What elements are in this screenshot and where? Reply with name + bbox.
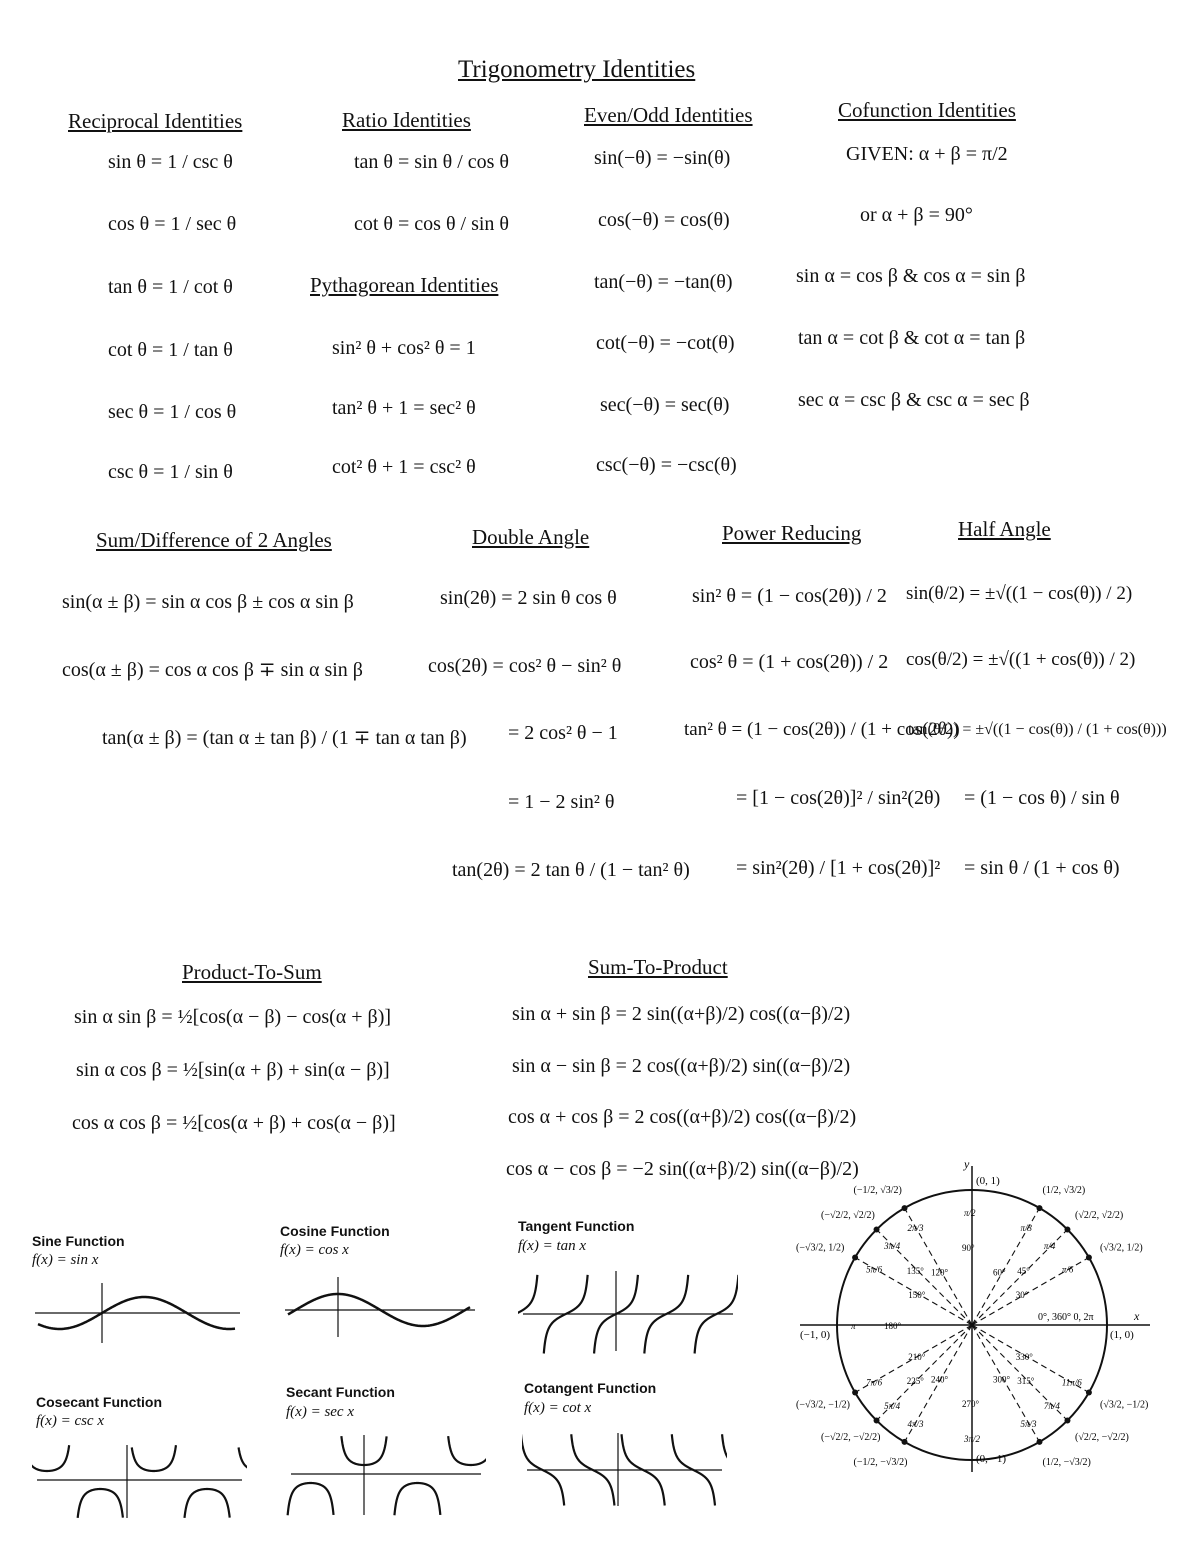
power-4: = [1 − cos(2θ)]² / sin²(2θ) — [736, 787, 941, 809]
graph-title-cosine: Cosine Function — [280, 1223, 390, 1239]
power-heading: Power Reducing — [722, 521, 862, 545]
ratio-2: cot θ = cos θ / sin θ — [354, 213, 510, 235]
uc-point — [1037, 1439, 1043, 1445]
uc-degree-label: 210° — [908, 1352, 926, 1362]
power-5: = sin²(2θ) / [1 + cos(2θ)]² — [736, 857, 941, 879]
power-1: sin² θ = (1 − cos(2θ)) / 2 — [692, 585, 887, 607]
sumprod-4: cos α − cos β = −2 sin((α+β)/2) sin((α−β)/2) — [506, 1158, 859, 1180]
reciprocal-5: sec θ = 1 / cos θ — [108, 401, 237, 423]
uc-radian-label: 3π/2 — [964, 1434, 981, 1444]
reciprocal-4: cot θ = 1 / tan θ — [108, 339, 233, 361]
cosecant-branch — [78, 1489, 123, 1518]
double-5: tan(2θ) = 2 tan θ / (1 − tan² θ) — [452, 859, 690, 881]
uc-point — [1037, 1205, 1043, 1211]
uc-degree-label: 30° — [1015, 1290, 1029, 1300]
graph-title-cotangent: Cotangent Function — [524, 1380, 657, 1396]
graph-title-tangent: Tangent Function — [518, 1218, 635, 1234]
unit-circle — [790, 1160, 1170, 1480]
cofunction-3: sec α = csc β & csc α = sec β — [798, 389, 1030, 411]
uc-degree-label: 240° — [931, 1374, 949, 1385]
uc-radian-label: 3π/4 — [884, 1241, 901, 1252]
pythagorean-2: tan² θ + 1 = sec² θ — [332, 397, 476, 419]
graph-title-sine: Sine Function — [32, 1233, 125, 1249]
double-2: cos(2θ) = cos² θ − sin² θ — [428, 655, 622, 677]
graph-fx-tangent: f(x) = tan x — [518, 1238, 587, 1254]
uc-point — [1086, 1255, 1092, 1261]
uc-point — [1086, 1390, 1092, 1396]
double-4: = 1 − 2 sin² θ — [508, 791, 615, 813]
sine-graph — [30, 1278, 245, 1348]
evenodd-5: sec(−θ) = sec(θ) — [600, 394, 730, 416]
graph-fx-cosecant: f(x) = csc x — [36, 1413, 104, 1429]
uc-radian-label: 7π/6 — [866, 1377, 883, 1388]
cofunction-heading: Cofunction Identities — [838, 98, 1016, 122]
uc-coordinate-label: (−√3/2, 1/2) — [796, 1242, 845, 1254]
uc-coordinate-label: (−√2/2, √2/2) — [821, 1210, 875, 1221]
uc-left: (−1, 0) — [800, 1329, 831, 1341]
sumprod-heading: Sum-To-Product — [588, 955, 728, 979]
uc-coordinate-label: (√2/2, √2/2) — [1075, 1210, 1124, 1221]
reciprocal-heading: Reciprocal Identities — [68, 109, 243, 133]
ratio-1: tan θ = sin θ / cos θ — [354, 151, 510, 173]
half-2: cos(θ/2) = ±√((1 + cos(θ)) / 2) — [906, 649, 1136, 670]
secant-curves — [286, 1436, 486, 1515]
uc-radian-label: π/4 — [1043, 1241, 1056, 1252]
uc-point — [852, 1390, 858, 1396]
cofunction-1: sin α = cos β & cos α = sin β — [796, 265, 1026, 287]
uc-coordinate-label: (−1/2, −√3/2) — [853, 1457, 908, 1468]
uc-degree-label: 60° — [993, 1267, 1006, 1278]
tangent-graph — [518, 1266, 738, 1356]
uc-degree-label: 180° — [884, 1321, 902, 1331]
secant-branch — [288, 1483, 334, 1515]
sumdiff-3: tan(α ± β) = (tan α ± tan β) / (1 ∓ tan α tan β) — [102, 727, 467, 749]
uc-radian-label: 4π/3 — [907, 1418, 924, 1429]
evenodd-heading: Even/Odd Identities — [584, 103, 753, 127]
uc-right: (1, 0) — [1110, 1329, 1134, 1341]
pythagorean-3: cot² θ + 1 = csc² θ — [332, 456, 476, 478]
uc-radian-label: 2π/3 — [907, 1223, 924, 1234]
double-heading: Double Angle — [472, 525, 590, 549]
uc-point — [852, 1255, 858, 1261]
uc-degree-label: 45° — [1017, 1265, 1030, 1276]
uc-radian-label: 5π/6 — [866, 1264, 883, 1275]
half-heading: Half Angle — [958, 517, 1051, 541]
uc-degree-label: 150° — [908, 1290, 926, 1300]
uc-degree-label: 270° — [962, 1399, 980, 1409]
uc-point — [1064, 1417, 1070, 1423]
reciprocal-3: tan θ = 1 / cot θ — [108, 276, 233, 298]
uc-degree-label: 300° — [993, 1374, 1011, 1385]
sumdiff-heading: Sum/Difference of 2 Angles — [96, 528, 332, 552]
uc-degree-label: 330° — [1015, 1352, 1033, 1362]
evenodd-1: sin(−θ) = −sin(θ) — [594, 147, 731, 169]
power-2: cos² θ = (1 + cos(2θ)) / 2 — [690, 651, 889, 673]
prodsum-2: sin α cos β = ½[sin(α + β) + sin(α − β)] — [76, 1059, 390, 1081]
graph-title-cosecant: Cosecant Function — [36, 1394, 163, 1410]
graph-fx-sine: f(x) = sin x — [32, 1252, 99, 1268]
uc-degree-label: 315° — [1017, 1376, 1035, 1387]
uc-top: (0, 1) — [976, 1175, 1000, 1187]
ratio-heading: Ratio Identities — [342, 108, 471, 132]
secant-graph — [286, 1430, 486, 1520]
uc-point — [902, 1205, 908, 1211]
secant-branch — [448, 1436, 486, 1465]
uc-bottom: (0, −1) — [976, 1453, 1007, 1465]
half-5: = sin θ / (1 + cos θ) — [964, 857, 1120, 879]
graph-fx-secant: f(x) = sec x — [286, 1404, 354, 1420]
evenodd-4: cot(−θ) = −cot(θ) — [596, 332, 735, 354]
uc-radian-label: 7π/4 — [1043, 1400, 1060, 1411]
uc-point — [874, 1417, 880, 1423]
cosecant-branch — [184, 1489, 229, 1518]
pythagorean-1: sin² θ + cos² θ = 1 — [332, 337, 476, 359]
uc-degree-label: 135° — [906, 1265, 924, 1276]
uc-point — [874, 1227, 880, 1233]
uc-coordinate-label: (√3/2, −1/2) — [1100, 1399, 1149, 1411]
sumprod-1: sin α + sin β = 2 sin((α+β)/2) cos((α−β)/2) — [512, 1003, 851, 1025]
double-1: sin(2θ) = 2 sin θ cos θ — [440, 587, 617, 609]
uc-coordinate-label: (−1/2, √3/2) — [853, 1185, 902, 1196]
cosecant-branch — [132, 1445, 176, 1471]
uc-coordinate-label: (1/2, √3/2) — [1042, 1185, 1086, 1196]
uc-radian-label: π/3 — [1020, 1223, 1033, 1234]
uc-radian-label: 11π/6 — [1061, 1377, 1082, 1388]
secant-branch — [394, 1483, 440, 1515]
uc-point — [1064, 1227, 1070, 1233]
reciprocal-1: sin θ = 1 / csc θ — [108, 151, 233, 173]
sumdiff-2: cos(α ± β) = cos α cos β ∓ sin α sin β — [62, 659, 363, 681]
reciprocal-2: cos θ = 1 / sec θ — [108, 213, 237, 235]
cofunction-or: or α + β = 90° — [860, 204, 973, 226]
cotangent-branch — [722, 1434, 727, 1505]
reciprocal-6: csc θ = 1 / sin θ — [108, 461, 233, 483]
evenodd-3: tan(−θ) = −tan(θ) — [594, 271, 733, 293]
half-4: = (1 − cos θ) / sin θ — [964, 787, 1120, 809]
uc-coordinate-label: (−√3/2, −1/2) — [796, 1399, 850, 1411]
cotangent-graph — [522, 1428, 727, 1508]
pythagorean-heading: Pythagorean Identities — [310, 273, 499, 297]
cosecant-graph — [32, 1440, 247, 1522]
uc-radian-label: 5π/4 — [884, 1400, 901, 1411]
half-3: tan(θ/2) = ±√((1 − cos(θ)) / (1 + cos(θ))) — [908, 721, 1167, 738]
sumprod-2: sin α − sin β = 2 cos((α+β)/2) sin((α−β)/2) — [512, 1055, 851, 1077]
uc-radian-label: π — [851, 1321, 856, 1331]
graph-title-secant: Secant Function — [286, 1384, 395, 1400]
cosecant-branch — [239, 1445, 247, 1471]
uc-radian-label: π/2 — [964, 1208, 976, 1218]
uc-degree-label: 90° — [962, 1243, 975, 1253]
uc-right-angle: 0°, 360° 0, 2π — [1038, 1312, 1094, 1323]
uc-y-label: y — [964, 1160, 970, 1171]
uc-degree-label: 225° — [906, 1376, 924, 1387]
power-3: tan² θ = (1 − cos(2θ)) / (1 + cos(2θ)) — [684, 719, 960, 740]
graph-fx-cosine: f(x) = cos x — [280, 1242, 349, 1258]
uc-coordinate-label: (1/2, −√3/2) — [1042, 1457, 1091, 1468]
evenodd-2: cos(−θ) = cos(θ) — [598, 209, 730, 231]
evenodd-6: csc(−θ) = −csc(θ) — [596, 454, 737, 476]
uc-radian-label: π/6 — [1061, 1264, 1074, 1275]
half-1: sin(θ/2) = ±√((1 − cos(θ)) / 2) — [906, 583, 1133, 604]
uc-coordinate-label: (−√2/2, −√2/2) — [821, 1432, 881, 1443]
page-title: Trigonometry Identities — [458, 56, 696, 83]
cosecant-curves — [32, 1445, 247, 1518]
graph-fx-cotangent: f(x) = cot x — [524, 1400, 592, 1416]
prodsum-1: sin α sin β = ½[cos(α − β) − cos(α + β)] — [74, 1006, 392, 1028]
uc-point — [902, 1439, 908, 1445]
uc-x-label: x — [1134, 1309, 1140, 1323]
uc-coordinate-label: (√2/2, −√2/2) — [1075, 1432, 1129, 1443]
uc-radian-label: 5π/3 — [1020, 1418, 1037, 1429]
prodsum-heading: Product-To-Sum — [182, 960, 322, 984]
cofunction-2: tan α = cot β & cot α = tan β — [798, 327, 1026, 349]
cofunction-given: GIVEN: α + β = π/2 — [846, 143, 1008, 165]
uc-degree-label: 120° — [931, 1267, 949, 1278]
uc-coordinate-label: (√3/2, 1/2) — [1100, 1242, 1143, 1254]
double-3: = 2 cos² θ − 1 — [508, 722, 618, 744]
cosecant-branch — [32, 1445, 69, 1471]
cosine-graph — [280, 1272, 480, 1342]
sumdiff-1: sin(α ± β) = sin α cos β ± cos α sin β — [62, 591, 354, 613]
prodsum-3: cos α cos β = ½[cos(α + β) + cos(α − β)] — [72, 1112, 396, 1134]
sumprod-3: cos α + cos β = 2 cos((α+β)/2) cos((α−β)/2) — [508, 1106, 857, 1128]
